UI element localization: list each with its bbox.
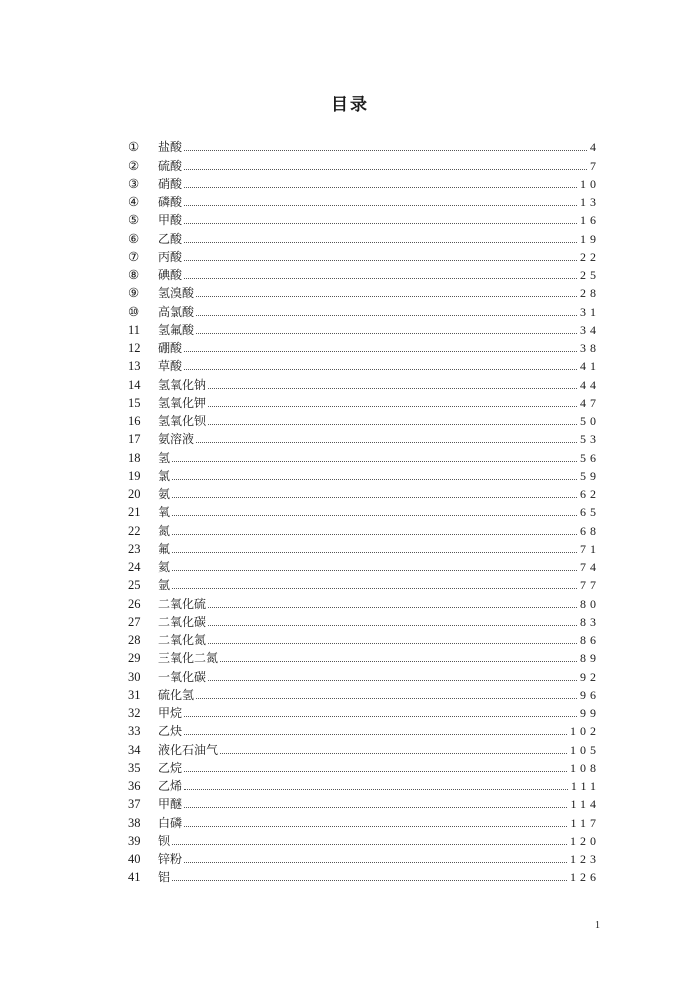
toc-entry[interactable] <box>128 375 600 393</box>
toc-entry[interactable] <box>128 704 600 722</box>
toc-entry-page: 19 <box>580 231 600 246</box>
toc-entry-title: 甲醚 <box>158 797 183 812</box>
toc-entry-page: 25 <box>580 268 600 282</box>
toc-entry-title: 氨溶液 <box>158 432 195 447</box>
toc-dot-leader <box>196 295 577 297</box>
toc-entry-page: 56 <box>580 450 600 465</box>
toc-dot-leader <box>196 332 577 334</box>
toc-dot-leader <box>208 642 577 644</box>
toc-dot-leader <box>184 806 567 808</box>
toc-entry[interactable] <box>128 412 600 430</box>
toc-entry-number: 13 <box>128 359 141 374</box>
toc-entry[interactable] <box>128 759 600 777</box>
toc-dot-leader <box>184 204 577 206</box>
toc-entry-number: ⑨ <box>128 286 140 301</box>
toc-entry[interactable] <box>128 740 600 758</box>
toc-dot-leader <box>172 514 577 516</box>
toc-dot-leader <box>184 825 567 827</box>
toc-dot-leader <box>172 460 577 462</box>
toc-entry[interactable] <box>128 722 600 740</box>
toc-entry-number: 34 <box>128 742 141 757</box>
toc-entry-page: 31 <box>580 304 600 319</box>
toc-entry-number: 23 <box>128 541 141 556</box>
toc-entry-title: 硼酸 <box>158 341 183 355</box>
toc-entry-number: 18 <box>128 450 141 465</box>
toc-entry-title: 乙酸 <box>158 231 183 246</box>
toc-entry-number: 19 <box>128 468 141 483</box>
toc-dot-leader <box>184 168 587 170</box>
toc-dot-leader <box>184 350 577 352</box>
toc-entry-page: 83 <box>580 614 600 629</box>
toc-entry-page: 34 <box>580 322 600 337</box>
toc-entry-number: ⑥ <box>128 231 140 246</box>
toc-entry-number: 24 <box>128 560 141 574</box>
toc-entry-page: 62 <box>580 487 600 501</box>
toc-entry-title: 氢氧化钡 <box>158 414 207 428</box>
toc-entry-number: 29 <box>128 651 141 666</box>
toc-entry-number: 38 <box>128 815 141 830</box>
toc-dot-leader <box>184 186 577 188</box>
toc-entry[interactable] <box>128 813 600 831</box>
toc-entry-title: 乙炔 <box>158 724 183 739</box>
toc-entry-number: 21 <box>128 505 141 520</box>
toc-entry-page: 16 <box>580 213 600 228</box>
toc-entry-title: 液化石油气 <box>158 742 219 757</box>
toc-entry[interactable] <box>128 850 600 868</box>
toc-dot-leader <box>172 569 577 571</box>
toc-entry-number: ③ <box>128 176 140 191</box>
toc-entry-title: 三氧化二氮 <box>158 651 219 666</box>
toc-dot-leader <box>172 551 577 553</box>
toc-dot-leader <box>184 788 568 790</box>
toc-entry-page: 123 <box>570 852 600 866</box>
toc-entry-number: 41 <box>128 870 141 885</box>
toc-dot-leader <box>196 314 577 316</box>
toc-entry-page: 77 <box>580 578 600 593</box>
toc-entry-page: 86 <box>580 633 600 647</box>
toc-entry-title: 氢氧化钠 <box>158 377 207 392</box>
toc-entry-number: 32 <box>128 706 141 720</box>
toc-entry[interactable] <box>128 521 600 539</box>
toc-dot-leader <box>184 770 567 772</box>
toc-entry[interactable] <box>128 613 600 631</box>
toc-entry-page: 108 <box>570 760 600 775</box>
toc-entry[interactable] <box>128 211 600 229</box>
toc-entry-title: 硫化氢 <box>158 687 195 702</box>
toc-entry-title: 氢氟酸 <box>158 322 195 337</box>
toc-entry[interactable] <box>128 467 600 485</box>
toc-entry-title: 钡 <box>158 833 171 848</box>
toc-entry-title: 氩 <box>158 578 171 593</box>
toc-entry-title: 磷酸 <box>158 195 183 209</box>
toc-entry-number: 14 <box>128 377 141 392</box>
toc-entry-page: 68 <box>580 523 600 538</box>
toc-entry[interactable] <box>128 594 600 612</box>
toc-dot-leader <box>220 660 577 662</box>
toc-entry[interactable] <box>128 229 600 247</box>
toc-dot-leader <box>172 496 577 498</box>
toc-entry-title: 高氯酸 <box>158 304 195 319</box>
toc-entry-page: 10 <box>580 176 600 191</box>
toc-entry-title: 白磷 <box>158 815 183 830</box>
toc-dot-leader <box>196 441 577 443</box>
toc-dot-leader <box>208 606 577 608</box>
toc-entry[interactable] <box>128 686 600 704</box>
toc-entry[interactable] <box>128 558 600 576</box>
toc-entry-number: ① <box>128 140 140 155</box>
toc-entry-title: 氧 <box>158 505 171 520</box>
toc-entry-title: 氦 <box>158 560 171 574</box>
toc-entry-title: 一氧化碳 <box>158 669 207 684</box>
toc-dot-leader <box>184 368 577 370</box>
toc-entry[interactable] <box>128 394 600 412</box>
toc-dot-leader <box>184 149 587 151</box>
toc-entry-number: 20 <box>128 487 141 501</box>
toc-entry-page: 111 <box>570 779 600 793</box>
toc-entry-number: 39 <box>128 833 141 848</box>
toc-entry-number: 25 <box>128 578 141 593</box>
toc-entry[interactable] <box>128 430 600 448</box>
toc-entry-number: 33 <box>128 724 141 739</box>
toc-entry-title: 盐酸 <box>158 140 183 155</box>
toc-entry-title: 二氧化碳 <box>158 614 207 629</box>
toc-entry-number: ④ <box>128 195 140 209</box>
toc-entry-number: 40 <box>128 852 141 866</box>
toc-entry-page: 4 <box>590 140 600 155</box>
toc-entry-page: 22 <box>580 249 600 264</box>
toc-entry-page: 80 <box>580 596 600 611</box>
toc-entry-page: 41 <box>580 359 600 374</box>
toc-entry[interactable] <box>128 339 600 357</box>
toc-entry[interactable] <box>128 284 600 302</box>
toc-dot-leader <box>184 861 567 863</box>
toc-entry[interactable] <box>128 302 600 320</box>
toc-entry[interactable] <box>128 266 600 284</box>
toc-entry-number: 17 <box>128 432 141 447</box>
toc-entry-page: 105 <box>570 742 600 757</box>
toc-entry-title: 硝酸 <box>158 176 183 191</box>
toc-entry-title: 氢氧化钾 <box>158 395 207 410</box>
toc-entry[interactable] <box>128 503 600 521</box>
toc-dot-leader <box>172 478 577 480</box>
toc-entry-page: 102 <box>570 724 600 739</box>
toc-entry-page: 44 <box>580 377 600 392</box>
toc-entry-title: 锌粉 <box>158 852 183 866</box>
toc-entry[interactable] <box>128 777 600 795</box>
toc-entry-number: 37 <box>128 797 141 812</box>
toc-entry-page: 71 <box>580 541 600 556</box>
toc-dot-leader <box>172 587 577 589</box>
toc-entry-title: 草酸 <box>158 359 183 374</box>
toc-entry[interactable] <box>128 138 600 156</box>
toc-entry-page: 7 <box>590 158 600 173</box>
toc-entry-number: 28 <box>128 633 141 647</box>
toc-entry-title: 二氧化硫 <box>158 596 207 611</box>
table-of-contents <box>128 138 600 886</box>
toc-entry-title: 二氧化氮 <box>158 633 207 647</box>
toc-entry-title: 铝 <box>158 870 171 885</box>
toc-entry-title: 乙烷 <box>158 760 183 775</box>
toc-entry[interactable] <box>128 631 600 649</box>
toc-entry-page: 47 <box>580 395 600 410</box>
toc-dot-leader <box>196 697 577 699</box>
toc-entry-number: 22 <box>128 523 141 538</box>
toc-entry-page: 28 <box>580 286 600 301</box>
toc-entry-title: 氨 <box>158 487 171 501</box>
toc-entry-page: 120 <box>570 833 600 848</box>
toc-dot-leader <box>184 241 577 243</box>
toc-dot-leader <box>172 533 577 535</box>
toc-dot-leader <box>172 843 567 845</box>
toc-entry-title: 硫酸 <box>158 158 183 173</box>
toc-entry-number: 15 <box>128 395 141 410</box>
toc-entry-page: 126 <box>570 870 600 885</box>
toc-entry-title: 氟 <box>158 541 171 556</box>
toc-entry-title: 甲酸 <box>158 213 183 228</box>
toc-entry-number: 11 <box>128 322 141 337</box>
toc-entry-page: 74 <box>580 560 600 574</box>
toc-entry-number: ⑧ <box>128 268 140 282</box>
toc-entry-title: 氮 <box>158 523 171 538</box>
toc-entry[interactable] <box>128 649 600 667</box>
toc-dot-leader <box>208 679 577 681</box>
toc-entry-title: 氢 <box>158 450 171 465</box>
toc-dot-leader <box>184 222 577 224</box>
toc-entry[interactable] <box>128 321 600 339</box>
toc-entry-title: 氢溴酸 <box>158 286 195 301</box>
toc-entry-number: ② <box>128 158 140 173</box>
toc-entry-page: 89 <box>580 651 600 666</box>
toc-dot-leader <box>208 624 577 626</box>
toc-entry-page: 99 <box>580 706 600 720</box>
toc-dot-leader <box>172 879 567 881</box>
toc-entry-title: 丙酸 <box>158 249 183 264</box>
toc-entry-page: 59 <box>580 468 600 483</box>
toc-dot-leader <box>184 715 577 717</box>
toc-entry-number: 35 <box>128 760 141 775</box>
toc-dot-leader <box>208 423 577 425</box>
toc-entry-title: 氯 <box>158 468 171 483</box>
toc-entry-number: 27 <box>128 614 141 629</box>
toc-entry-number: 26 <box>128 596 141 611</box>
page-number: 1 <box>595 920 600 931</box>
toc-dot-leader <box>184 259 577 261</box>
toc-entry[interactable] <box>128 485 600 503</box>
toc-entry-page: 65 <box>580 505 600 520</box>
toc-entry-number: ⑤ <box>128 213 140 228</box>
toc-entry[interactable] <box>128 193 600 211</box>
toc-entry[interactable] <box>128 357 600 375</box>
toc-entry-number: 16 <box>128 414 141 428</box>
toc-entry-number: ⑦ <box>128 249 140 264</box>
toc-entry[interactable] <box>128 540 600 558</box>
toc-dot-leader <box>184 277 577 279</box>
toc-entry[interactable] <box>128 576 600 594</box>
toc-entry-page: 114 <box>570 797 600 812</box>
toc-entry-page: 53 <box>580 432 600 447</box>
toc-entry[interactable] <box>128 248 600 266</box>
toc-dot-leader <box>208 387 577 389</box>
toc-entry[interactable] <box>128 448 600 466</box>
toc-dot-leader <box>184 733 567 735</box>
toc-entry-number: 30 <box>128 669 141 684</box>
toc-entry-page: 96 <box>580 687 600 702</box>
toc-entry-page: 50 <box>580 414 600 428</box>
toc-entry[interactable] <box>128 175 600 193</box>
toc-entry[interactable] <box>128 832 600 850</box>
toc-entry-number: 36 <box>128 779 141 793</box>
toc-entry-page: 13 <box>580 195 600 209</box>
toc-entry[interactable] <box>128 795 600 813</box>
toc-entry-page: 38 <box>580 341 600 355</box>
toc-entry-number: 12 <box>128 341 141 355</box>
toc-entry-number: ⑩ <box>128 304 140 319</box>
toc-entry-title: 乙烯 <box>158 779 183 793</box>
toc-entry-title: 碘酸 <box>158 268 183 282</box>
toc-entry-page: 92 <box>580 669 600 684</box>
toc-entry-title: 甲烷 <box>158 706 183 720</box>
toc-entry-number: 31 <box>128 687 141 702</box>
toc-entry[interactable] <box>128 156 600 174</box>
toc-entry-page: 117 <box>570 815 600 830</box>
page-title: 目录 <box>331 95 369 115</box>
toc-dot-leader <box>208 405 577 407</box>
toc-entry[interactable] <box>128 868 600 886</box>
toc-entry[interactable] <box>128 667 600 685</box>
toc-dot-leader <box>220 752 567 754</box>
